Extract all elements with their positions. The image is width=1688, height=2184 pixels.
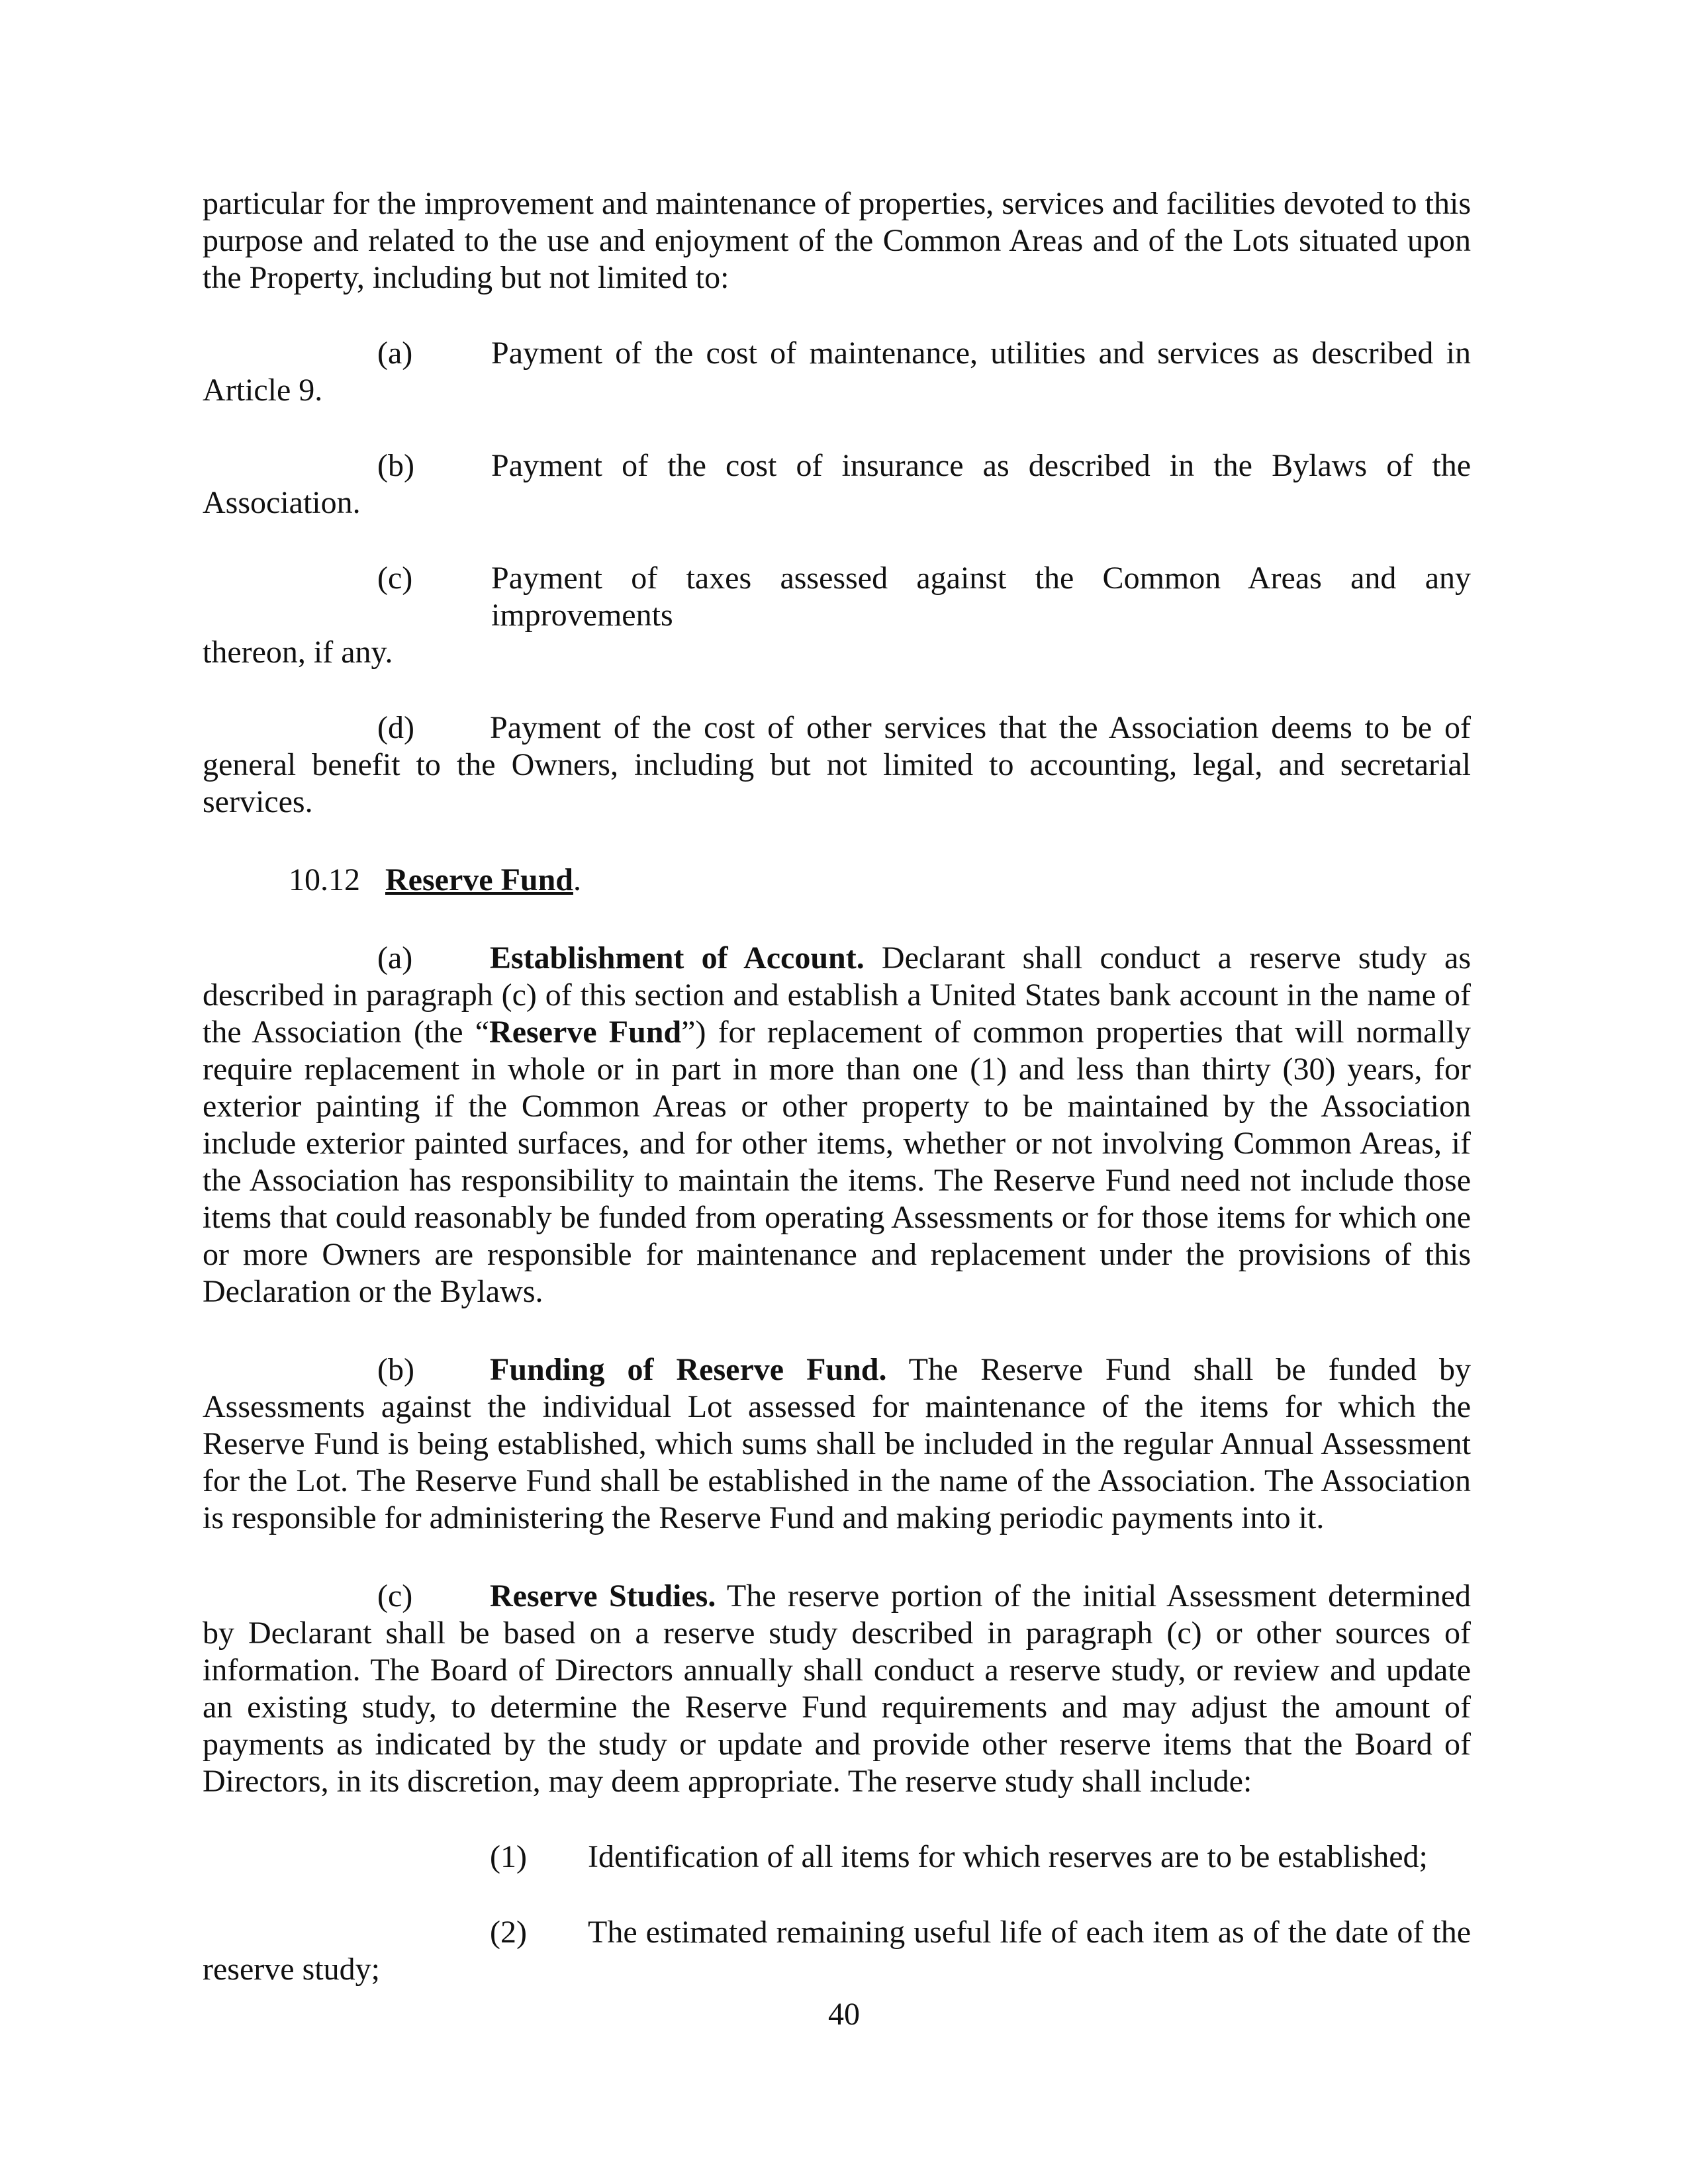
section-number: 10.12 — [289, 862, 360, 897]
study-item-2 — [203, 1914, 1471, 1988]
paragraph-heading: Reserve Studies. — [490, 1578, 716, 1614]
item-marker: (2) — [490, 1915, 527, 1950]
study-item-1 — [203, 1839, 1471, 1876]
paragraph-marker: (a) — [377, 940, 413, 976]
item-text: The estimated remaining useful life of each item as of the date of the — [588, 1915, 1471, 1950]
section-title-suffix: . — [573, 862, 581, 897]
paragraph-heading: Funding of Reserve Fund. — [490, 1352, 887, 1387]
list-item-d — [203, 709, 1471, 821]
paragraph-marker: (b) — [377, 1352, 414, 1387]
item-marker: (a) — [377, 336, 413, 371]
item-text: Identification of all items for which reserves are to be established; — [588, 1839, 1428, 1874]
defined-term: Reserve Fund — [489, 1015, 682, 1050]
section-heading — [203, 862, 1471, 899]
item-continuation: reserve study; — [203, 1952, 380, 1987]
item-text: Payment of taxes assessed against the Common Areas and any improvements — [491, 561, 1471, 633]
paragraph-text: ”) for replacement of common properties that will normally require replacement in whole or in part in more than one (1) and less than thirty (30) years, for exterior painting if the Common Areas or other property to be maintained by the Association include exterior painted surfaces, and for other items, whether or not involving Common Areas, if the Association has responsibility to maintain the items. The Reserve Fund need not include those items that could reasonably be funded from operating Assessments or for those items for which one or more Owners are responsible for maintenance and replacement under the provisions of this Declaration or the Bylaws. — [203, 1015, 1472, 1309]
paragraph-a — [203, 940, 1471, 1310]
item-marker: (d) — [377, 710, 414, 745]
item-continuation: Association. — [203, 485, 361, 520]
item-text: Payment of the cost of maintenance, utilities and services as described in — [491, 336, 1471, 371]
item-marker: (b) — [377, 448, 414, 483]
paragraph-marker: (c) — [377, 1578, 413, 1614]
intro-paragraph: particular for the improvement and maintenance of properties, services and facilities devoted to this purpose and related to the use and enjoyment of the Common Areas and of the Lots situated upon the Property, including but not limited to: — [203, 186, 1471, 295]
paragraph-heading: Establishment of Account. — [490, 940, 865, 976]
item-text: Payment of the cost of insurance as described in the Bylaws of the — [491, 448, 1471, 483]
item-marker: (1) — [490, 1839, 527, 1874]
item-continuation: Article 9. — [203, 373, 323, 408]
item-text: Payment of the cost of other services that the Association deems to be of general benefit to the Owners, including but not limited to accounting, legal, and secretarial services. — [203, 710, 1471, 819]
section-title: Reserve Fund — [385, 862, 573, 897]
item-marker: (c) — [377, 561, 413, 596]
paragraph-text: The Reserve Fund shall be funded by Assessments against the individual Lot assessed for maintenance of the items for which the Reserve Fund is being established, which sums shall be included in the regular Annual Assessment for the Lot. The Reserve Fund shall be established in the name of the Association. The Association is responsible for administering the Reserve Fund and making periodic payments into it. — [203, 1352, 1471, 1535]
paragraph-b — [203, 1351, 1471, 1537]
list-item-c — [203, 560, 1471, 671]
list-item-a — [203, 335, 1471, 409]
item-continuation: thereon, if any. — [203, 635, 393, 670]
paragraph-text: Declarant shall conduct a reserve study as described in paragraph (c) of this section and establish a United States bank account in the name of the Association (the “ — [203, 940, 1471, 1050]
page-number: 40 — [828, 1997, 860, 2032]
document-page — [203, 185, 1471, 1988]
paragraph-text: The reserve portion of the initial Assessment determined by Declarant shall be based on a reserve study described in paragraph (c) or other sources of information. The Board of Directors annually shall conduct a reserve study, or review and update an existing study, to determine the Reserve Fund requirements and may adjust the amount of payments as indicated by the study or update and provide other reserve items that the Board of Directors, in its discretion, may deem appropriate. The reserve study shall include: — [203, 1578, 1472, 1799]
paragraph-c — [203, 1578, 1471, 1800]
list-item-b — [203, 447, 1471, 522]
